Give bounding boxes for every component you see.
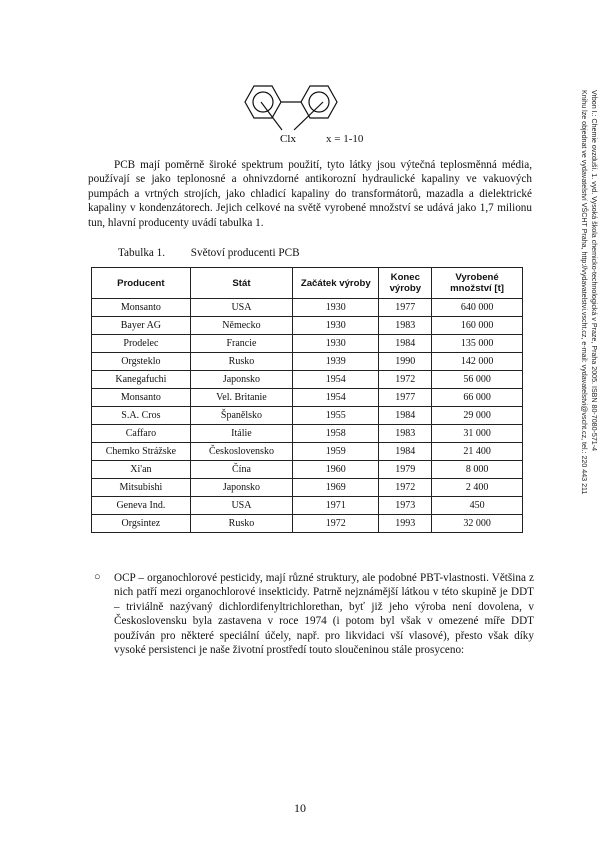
bullet-circle-icon: ○ <box>94 571 101 583</box>
cell-mnozstvi: 135 000 <box>432 335 523 353</box>
cell-stat: Itálie <box>190 425 292 443</box>
cell-producent: Chemko Strážske <box>92 443 191 461</box>
cell-mnozstvi: 66 000 <box>432 389 523 407</box>
table-row <box>92 443 523 461</box>
cell-mnozstvi: 8 000 <box>432 461 523 479</box>
cell-producent: Monsanto <box>92 389 191 407</box>
table-row <box>92 479 523 497</box>
cell-stat: Japonsko <box>190 479 292 497</box>
cell-mnozstvi: 29 000 <box>432 407 523 425</box>
cell-mnozstvi: 21 400 <box>432 443 523 461</box>
table-row <box>92 371 523 389</box>
cell-mnozstvi: 142 000 <box>432 353 523 371</box>
cell-konec: 1983 <box>379 425 432 443</box>
cell-mnozstvi: 450 <box>432 497 523 515</box>
table-caption <box>118 247 300 259</box>
table-row <box>92 335 523 353</box>
cell-konec: 1977 <box>379 299 432 317</box>
header-stat: Stát <box>190 268 292 299</box>
cell-zacatek: 1958 <box>293 425 379 443</box>
table-row <box>92 389 523 407</box>
sidebar-citation-line1: Vrbon I.: Chemie ovzduší. 1. vyd. Vysoká škola chemicko-technologická v Praze, Praha 2005. ISBN 80-7080-571-4 <box>590 90 598 452</box>
cell-zacatek: 1971 <box>293 497 379 515</box>
cell-stat: USA <box>190 299 292 317</box>
table-row <box>92 515 523 533</box>
cell-stat: Čína <box>190 461 292 479</box>
ocp-bullet <box>94 571 534 657</box>
cell-stat: Německo <box>190 317 292 335</box>
table-caption-number: Tabulka 1. <box>118 247 166 259</box>
cell-mnozstvi: 56 000 <box>432 371 523 389</box>
cell-mnozstvi: 2 400 <box>432 479 523 497</box>
cell-stat: USA <box>190 497 292 515</box>
table-row <box>92 299 523 317</box>
ocp-bullet-text: OCP – organochlorové pesticidy, mají různé struktury, ale podobné PBT-vlastnosti. Většina z nich patří mezi organochlorové insekticidy. Patrně nejznámější látkou v této skupině je DDT – triviálně nazývaný dichlordifenyltrichlorethan, byť již jeho výroba není dovolena, v Československu byla zastavena v roce 1974 (i potom byl však v omezené míře DDT používán pro některé speciální účely, např. pro likvidaci vší vlasové), přesto však díky vysoké persistenci je naše životní prostředí touto sloučeninou stále prosyceno: <box>114 572 534 657</box>
pcb-producers-table <box>91 267 523 533</box>
cell-zacatek: 1959 <box>293 443 379 461</box>
cell-producent: Prodelec <box>92 335 191 353</box>
cell-producent: Caffaro <box>92 425 191 443</box>
cell-stat: Francie <box>190 335 292 353</box>
cell-producent: Bayer AG <box>92 317 191 335</box>
cell-producent: Geneva Ind. <box>92 497 191 515</box>
formula-range: x = 1-10 <box>326 133 364 145</box>
header-zacatek: Začátek výroby <box>293 268 379 299</box>
cell-zacatek: 1972 <box>293 515 379 533</box>
table-row <box>92 407 523 425</box>
cell-konec: 1990 <box>379 353 432 371</box>
table-row <box>92 497 523 515</box>
table-caption-title: Světoví producenti PCB <box>190 247 300 259</box>
cell-zacatek: 1939 <box>293 353 379 371</box>
cell-stat: Rusko <box>190 515 292 533</box>
substituent-label: Clx <box>280 133 296 145</box>
cell-producent: Mitsubishi <box>92 479 191 497</box>
cell-konec: 1983 <box>379 317 432 335</box>
cell-producent: Monsanto <box>92 299 191 317</box>
cell-mnozstvi: 160 000 <box>432 317 523 335</box>
cell-konec: 1972 <box>379 479 432 497</box>
cell-konec: 1984 <box>379 335 432 353</box>
cell-stat: Rusko <box>190 353 292 371</box>
cell-zacatek: 1969 <box>293 479 379 497</box>
cell-mnozstvi: 31 000 <box>432 425 523 443</box>
cell-konec: 1973 <box>379 497 432 515</box>
intro-paragraph: PCB mají poměrně široké spektrum použití, tyto látky jsou výtečná teplosměnná média, používají se jako teplonosné a ohnivzdorné antikorozní hydraulické kapaliny ve vakuových pumpách a vrtných strojích, jako chladicí kapaliny do transformátorů, mazadla a dielektrické kapaliny v kondenzátorech. Jejich celkové na světě vyrobené množství se udává jako 1,7 milionu tun, hlavní producenty uvádí tabulka 1. <box>88 159 532 229</box>
cell-mnozstvi: 32 000 <box>432 515 523 533</box>
sidebar-citation-line2: Knihu lze objednat ve vydavatelství VŠCHT Praha, http://vydavatelstvi.vscht.cz, e-mail: vydavatelstvi@vscht.cz, tel.: 220 443 211 <box>580 90 589 495</box>
header-mnozstvi: Vyrobené množství [t] <box>432 268 523 299</box>
cell-zacatek: 1954 <box>293 389 379 407</box>
cell-konec: 1977 <box>379 389 432 407</box>
cell-zacatek: 1930 <box>293 299 379 317</box>
cell-producent: S.A. Cros <box>92 407 191 425</box>
table-row <box>92 317 523 335</box>
cell-producent: Kanegafuchi <box>92 371 191 389</box>
cell-konec: 1984 <box>379 407 432 425</box>
cell-stat: Španělsko <box>190 407 292 425</box>
cell-konec: 1984 <box>379 443 432 461</box>
cell-producent: Orgsteklo <box>92 353 191 371</box>
table-row <box>92 461 523 479</box>
cell-producent: Xi'an <box>92 461 191 479</box>
header-producent: Producent <box>92 268 191 299</box>
cell-stat: Japonsko <box>190 371 292 389</box>
cell-zacatek: 1930 <box>293 335 379 353</box>
header-konec: Konec výroby <box>379 268 432 299</box>
sidebar-citation <box>564 90 598 550</box>
cell-stat: Československo <box>190 443 292 461</box>
cell-konec: 1972 <box>379 371 432 389</box>
cell-zacatek: 1954 <box>293 371 379 389</box>
cell-stat: Vel. Britanie <box>190 389 292 407</box>
cell-producent: Orgsintez <box>92 515 191 533</box>
cell-zacatek: 1960 <box>293 461 379 479</box>
cell-zacatek: 1930 <box>293 317 379 335</box>
cell-zacatek: 1955 <box>293 407 379 425</box>
table-row <box>92 353 523 371</box>
cell-mnozstvi: 640 000 <box>432 299 523 317</box>
cell-konec: 1979 <box>379 461 432 479</box>
table-row <box>92 425 523 443</box>
table-header-row <box>92 268 523 299</box>
cell-konec: 1993 <box>379 515 432 533</box>
page-number: 10 <box>294 801 306 815</box>
